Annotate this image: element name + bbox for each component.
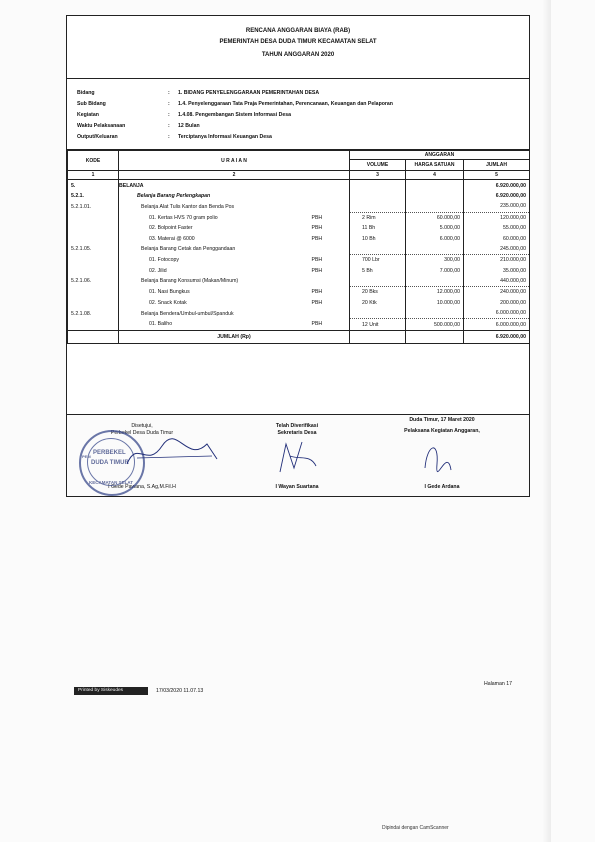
info-colon: : xyxy=(168,123,170,129)
row-uraian: Belanja Bendera/Umbul-umbul/Spanduk xyxy=(119,308,309,319)
row-satuan xyxy=(309,244,350,255)
row-satuan: PBH xyxy=(309,212,350,223)
row-uraian: Belanja Barang Cetak dan Penggandaan xyxy=(119,244,309,255)
secretary-signature xyxy=(272,436,322,478)
info-colon: : xyxy=(168,90,170,96)
info-colon: : xyxy=(168,101,170,107)
page-number: Halaman 17 xyxy=(484,681,512,687)
row-volume: 11 Bh xyxy=(350,223,406,233)
total-label: JUMLAH (Rp) xyxy=(119,330,350,343)
row-uraian: 01. Fotocopy xyxy=(119,255,309,266)
info-colon: : xyxy=(168,134,170,140)
budget-rows xyxy=(68,180,530,330)
row-jumlah: 60.000,00 xyxy=(464,233,530,243)
row-kode xyxy=(68,212,119,223)
row-uraian: 01. Baliho xyxy=(119,319,309,330)
row-kode: 5.2.1.06. xyxy=(68,276,119,287)
budget-table xyxy=(67,150,530,344)
row-uraian: Belanja Alat Tulis Kantor dan Benda Pos xyxy=(119,201,309,212)
row-volume xyxy=(350,308,406,319)
row-volume xyxy=(350,244,406,255)
row-volume: 700 Lbr xyxy=(350,255,406,266)
total-harga xyxy=(406,330,464,343)
col-harga-header: HARGA SATUAN xyxy=(406,160,464,171)
info-row-sub-bidang xyxy=(67,101,529,109)
row-kode: 5.2.1.08. xyxy=(68,308,119,319)
stamp-text-bottom: KECAMATAN SELAT xyxy=(89,480,133,485)
info-row-output xyxy=(67,134,529,142)
total-value: 6.920.000,00 xyxy=(464,330,530,343)
row-jumlah: 6.000.000,00 xyxy=(464,308,530,319)
info-row-bidang xyxy=(67,90,529,98)
row-satuan xyxy=(309,308,350,319)
row-volume: 2 Rim xyxy=(350,212,406,223)
row-jumlah: 6.000.000,00 xyxy=(464,319,530,330)
info-value: 1.4. Penyelenggaraan Tata Praja Pemerintahan, Perencanaan, Keuangan dan Pelaporan xyxy=(178,101,393,107)
header-title: RENCANA ANGGARAN BIAYA (RAB) xyxy=(245,28,351,34)
row-kode: 5.2.1.05. xyxy=(68,244,119,255)
table-row xyxy=(68,233,530,243)
header-fiscal-year: TAHUN ANGGARAN 2020 xyxy=(261,52,335,58)
executor-role: Pelaksana Kegiatan Anggaran, xyxy=(404,428,480,434)
scanner-watermark: Dipindai dengan CamScanner xyxy=(382,825,449,831)
row-jumlah: 200.000,00 xyxy=(464,298,530,308)
verified-title: Telah Diverifikasi xyxy=(275,423,319,429)
row-satuan: PBH xyxy=(309,287,350,298)
col-number: 2 xyxy=(119,171,350,180)
row-satuan: PBH xyxy=(309,233,350,243)
row-volume xyxy=(350,276,406,287)
row-jumlah: 55.000,00 xyxy=(464,223,530,233)
stamp-text-mid: DUDA TIMUR xyxy=(91,460,129,466)
table-row xyxy=(68,201,530,212)
row-volume: 20 Bks xyxy=(350,287,406,298)
table-row xyxy=(68,223,530,233)
table-row xyxy=(68,266,530,276)
info-colon: : xyxy=(168,112,170,118)
col-number: 4 xyxy=(406,171,464,180)
rab-document xyxy=(66,15,530,415)
signature-block xyxy=(66,414,530,497)
row-harga: 60.000,00 xyxy=(406,212,464,223)
row-kode xyxy=(68,287,119,298)
row-uraian: 02. Bolpoint Faster xyxy=(119,223,309,233)
activity-info xyxy=(67,79,529,150)
document-header xyxy=(67,16,529,79)
row-volume: 12 Unit xyxy=(350,319,406,330)
printed-by-label: Printed by Siskeudes xyxy=(74,687,148,695)
info-label: Sub Bidang xyxy=(77,101,106,107)
row-satuan: PBH xyxy=(309,266,350,276)
info-row-kegiatan xyxy=(67,112,529,120)
col-number: 5 xyxy=(464,171,530,180)
row-kode: 5. xyxy=(68,180,119,191)
col-volume-header: VOLUME xyxy=(350,160,406,171)
row-harga xyxy=(406,191,464,201)
col-number: 1 xyxy=(68,171,119,180)
row-satuan: PBH xyxy=(309,223,350,233)
row-satuan: PBH xyxy=(309,319,350,330)
verified-role: Sekretaris Desa xyxy=(277,430,317,436)
row-harga: 6.000,00 xyxy=(406,233,464,243)
info-label: Bidang xyxy=(77,90,95,96)
verified-name: I Wayan Suartana xyxy=(275,484,319,490)
row-jumlah: 440.000,00 xyxy=(464,276,530,287)
info-value: 12 Bulan xyxy=(178,123,200,129)
row-harga: 12.000,00 xyxy=(406,287,464,298)
col-uraian-header: U R A I A N xyxy=(119,151,350,171)
col-anggaran-header: ANGGARAN xyxy=(350,151,530,160)
table-row xyxy=(68,244,530,255)
table-row xyxy=(68,212,530,223)
sign-date: Duda Timur, 17 Maret 2020 xyxy=(409,417,475,423)
row-harga xyxy=(406,276,464,287)
row-volume xyxy=(350,191,406,201)
row-uraian: Belanja Barang Konsumsi (Makan/Minum) xyxy=(119,276,309,287)
row-volume: 10 Bh xyxy=(350,233,406,243)
table-row xyxy=(68,298,530,308)
row-volume xyxy=(350,180,406,191)
row-jumlah: 210.000,00 xyxy=(464,255,530,266)
header-government: PEMERINTAH DESA DUDA TIMUR KECAMATAN SELAT xyxy=(219,39,377,45)
row-harga: 5.000,00 xyxy=(406,223,464,233)
page-edge-shadow xyxy=(543,0,551,842)
table-row xyxy=(68,319,530,330)
row-kode xyxy=(68,255,119,266)
row-satuan xyxy=(309,201,350,212)
row-jumlah: 6.920.000,00 xyxy=(464,191,530,201)
print-timestamp: 17/03/2020 11.07.13 xyxy=(156,688,204,694)
row-harga xyxy=(406,244,464,255)
row-kode xyxy=(68,223,119,233)
executor-signature xyxy=(417,434,457,476)
info-value: 1. BIDANG PENYELENGGARAAN PEMERINTAHAN DESA xyxy=(178,90,320,96)
row-uraian: 02. Jilid xyxy=(119,266,309,276)
row-jumlah: 240.000,00 xyxy=(464,287,530,298)
row-harga: 10.000,00 xyxy=(406,298,464,308)
row-uraian: 03. Materai @ 6000 xyxy=(119,233,309,243)
info-value: Terciptanya Informasi Keuangan Desa xyxy=(178,134,272,140)
info-value: 1.4.08. Pengembangan Sistem Informasi Desa xyxy=(178,112,292,118)
table-row xyxy=(68,276,530,287)
row-harga xyxy=(406,201,464,212)
table-row xyxy=(68,287,530,298)
approval-title: Disetujui, xyxy=(131,423,153,429)
approval-signature xyxy=(117,434,227,474)
row-harga: 7.000,00 xyxy=(406,266,464,276)
info-row-waktu xyxy=(67,123,529,131)
row-kode xyxy=(68,266,119,276)
row-satuan: PBH xyxy=(309,298,350,308)
table-row xyxy=(68,191,530,201)
row-harga xyxy=(406,180,464,191)
row-volume xyxy=(350,201,406,212)
row-jumlah: 35.000,00 xyxy=(464,266,530,276)
row-satuan xyxy=(309,191,350,201)
row-kode: 5.2.1.01. xyxy=(68,201,119,212)
col-kode-header: KODE xyxy=(68,151,119,171)
info-label: Output/Keluaran xyxy=(77,134,118,140)
row-satuan xyxy=(309,276,350,287)
row-jumlah: 245.000,00 xyxy=(464,244,530,255)
row-uraian: BELANJA xyxy=(119,180,309,191)
stamp-text-top: PERBEKEL xyxy=(93,450,126,456)
col-jumlah-header: JUMLAH xyxy=(464,160,530,171)
row-jumlah: 6.920.000,00 xyxy=(464,180,530,191)
row-volume: 20 Ktk xyxy=(350,298,406,308)
table-row xyxy=(68,255,530,266)
info-label: Waktu Pelaksanaan xyxy=(77,123,126,129)
executor-name: I Gede Ardana xyxy=(424,484,460,490)
info-label: Kegiatan xyxy=(77,112,99,118)
approval-role: Perbekel Desa Duda Timur xyxy=(110,430,174,436)
approval-name: I Gede Pawana, S.Ag,M.Fil.H xyxy=(108,484,176,490)
row-kode xyxy=(68,298,119,308)
row-kode: 5.2.1. xyxy=(68,191,119,201)
row-uraian: 02. Snack Kotak xyxy=(119,298,309,308)
row-volume: 5 Bh xyxy=(350,266,406,276)
row-satuan xyxy=(309,180,350,191)
row-satuan: PBH xyxy=(309,255,350,266)
row-jumlah: 235.000,00 xyxy=(464,201,530,212)
row-harga xyxy=(406,308,464,319)
stamp-text-left: PEM xyxy=(82,454,91,459)
col-number: 3 xyxy=(350,171,406,180)
total-spacer xyxy=(68,330,119,343)
row-uraian: 01. Kertas HVS 70 gram polio xyxy=(119,212,309,223)
row-uraian: Belanja Barang Perlengkapan xyxy=(119,191,309,201)
total-volume xyxy=(350,330,406,343)
row-harga: 500.000,00 xyxy=(406,319,464,330)
row-kode xyxy=(68,319,119,330)
table-row xyxy=(68,308,530,319)
row-uraian: 01. Nasi Bungkus xyxy=(119,287,309,298)
row-kode xyxy=(68,233,119,243)
table-row xyxy=(68,180,530,191)
row-harga: 300,00 xyxy=(406,255,464,266)
row-jumlah: 120.000,00 xyxy=(464,212,530,223)
